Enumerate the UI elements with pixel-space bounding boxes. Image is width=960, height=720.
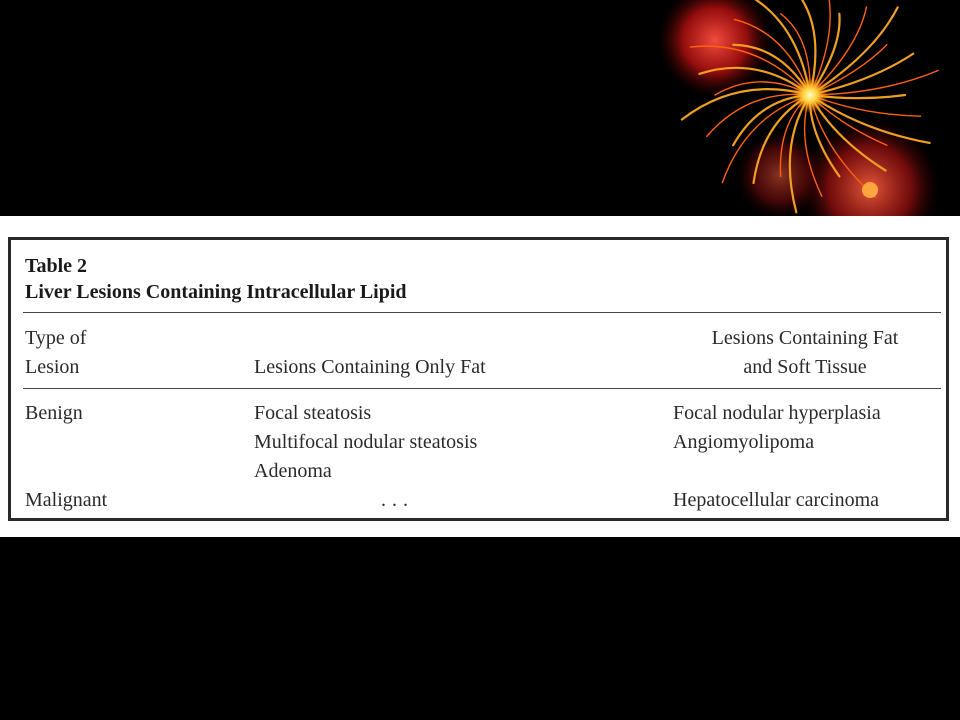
benign-fat-soft-item: Focal nodular hyperplasia (673, 402, 881, 424)
malignant-only-fat-item: ... (381, 489, 414, 511)
header-only-fat: Lesions Containing Only Fat (254, 356, 486, 378)
benign-only-fat-item: Focal steatosis (254, 402, 372, 424)
header-top-rule (23, 312, 941, 313)
benign-only-fat-item: Multifocal nodular steatosis (254, 431, 478, 453)
table-caption (25, 253, 407, 305)
row-type-malignant: Malignant (25, 489, 108, 511)
header-type-line1: Type of (25, 327, 87, 349)
malignant-fat-soft-item: Hepatocellular carcinoma (673, 489, 879, 511)
header-fat-soft-line1: Lesions Containing Fat (711, 327, 899, 349)
table-title: Liver Lesions Containing Intracellular Lipid (25, 281, 407, 303)
header-type-line2: Lesion (25, 356, 80, 378)
firework-burst-icon (660, 0, 960, 216)
benign-fat-soft-item: Angiomyolipoma (673, 431, 815, 453)
header-bottom-rule (23, 388, 941, 389)
table-label: Table 2 (25, 255, 88, 277)
benign-only-fat-item: Adenoma (254, 460, 332, 482)
table-frame (8, 237, 949, 521)
row-type-benign: Benign (25, 402, 83, 424)
header-fat-soft-line2: and Soft Tissue (743, 356, 867, 378)
table-panel (0, 216, 960, 537)
